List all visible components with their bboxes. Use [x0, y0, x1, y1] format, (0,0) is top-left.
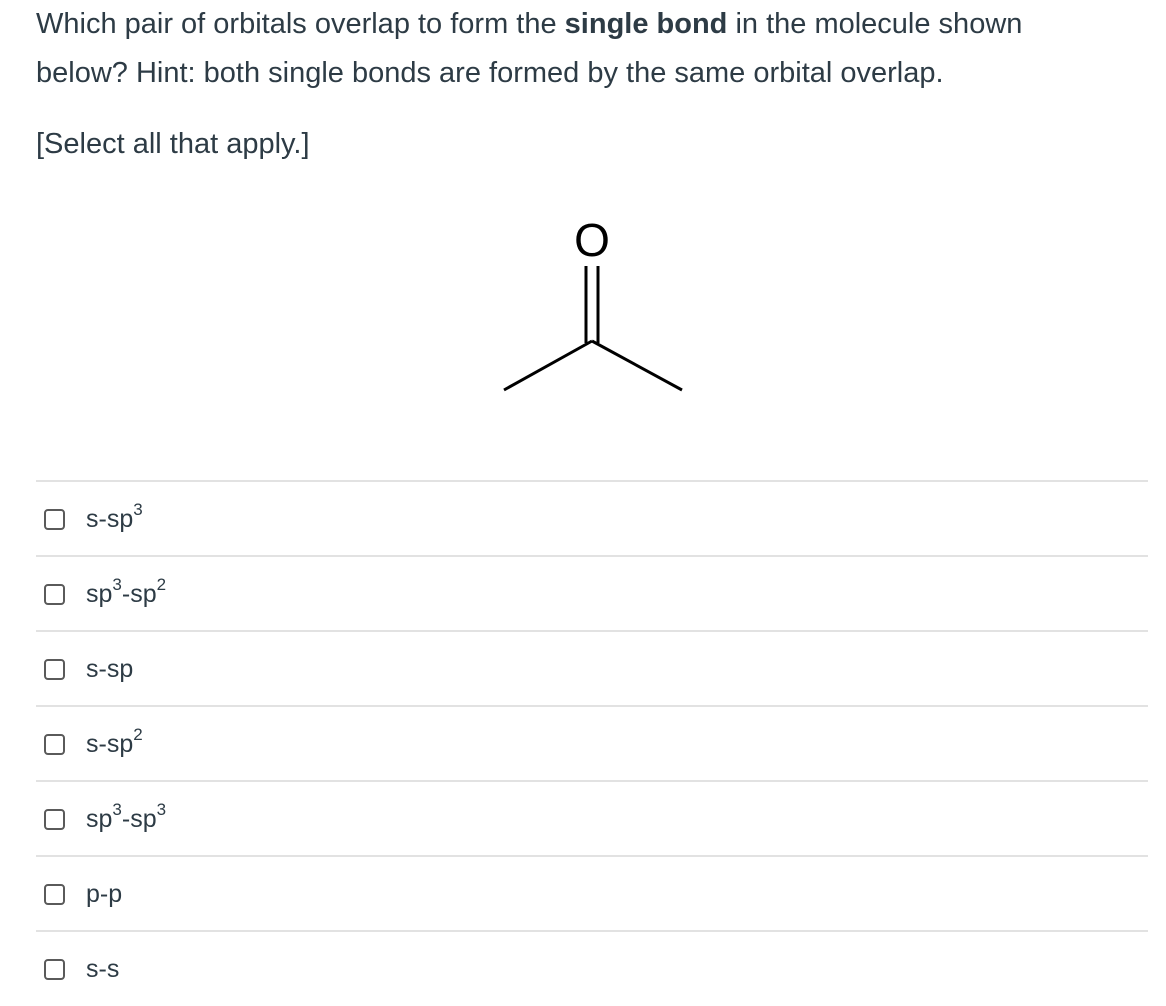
- select-all-instruction: [Select all that apply.]: [36, 128, 310, 160]
- answer-option-7[interactable]: [36, 930, 1148, 1005]
- checkbox[interactable]: [44, 959, 65, 980]
- answer-label: $sp^3-sp^2$: [86, 574, 167, 608]
- answer-label: s-s: [86, 955, 120, 983]
- checkbox[interactable]: [44, 884, 65, 905]
- answer-label: $s-sp^3$: [86, 499, 143, 533]
- acetone-structure-image: [490, 210, 700, 410]
- question-text: [36, 0, 1146, 169]
- answer-label: p-p: [86, 880, 123, 908]
- oxygen-atom-label: O: [574, 214, 610, 266]
- answer-label: $sp^3-sp^3$: [86, 799, 167, 833]
- answer-label: $s-sp^2$: [86, 724, 143, 758]
- single-bond-right: [592, 341, 682, 390]
- checkbox[interactable]: [44, 584, 65, 605]
- question-line-1-end: in the molecule shown: [727, 8, 1023, 40]
- answer-option-5[interactable]: [36, 780, 1148, 855]
- checkbox[interactable]: [44, 659, 65, 680]
- checkbox[interactable]: [44, 509, 65, 530]
- single-bond-left: [504, 341, 592, 390]
- question-line-1-start: Which pair of orbitals overlap to form the: [36, 8, 565, 40]
- answer-list: [36, 480, 1148, 1005]
- answer-option-3[interactable]: [36, 630, 1148, 705]
- question-bold-term: single bond: [564, 8, 728, 40]
- answer-option-6[interactable]: [36, 855, 1148, 930]
- answer-label: s-sp: [86, 655, 134, 683]
- question-line-2: below? Hint: both single bonds are formed by the same orbital overlap.: [36, 57, 944, 89]
- answer-option-2[interactable]: [36, 555, 1148, 630]
- molecule-diagram: [490, 210, 700, 410]
- question-line-1: [36, 0, 1146, 49]
- checkbox[interactable]: [44, 809, 65, 830]
- answer-option-1[interactable]: [36, 480, 1148, 555]
- answer-option-4[interactable]: [36, 705, 1148, 780]
- checkbox[interactable]: [44, 734, 65, 755]
